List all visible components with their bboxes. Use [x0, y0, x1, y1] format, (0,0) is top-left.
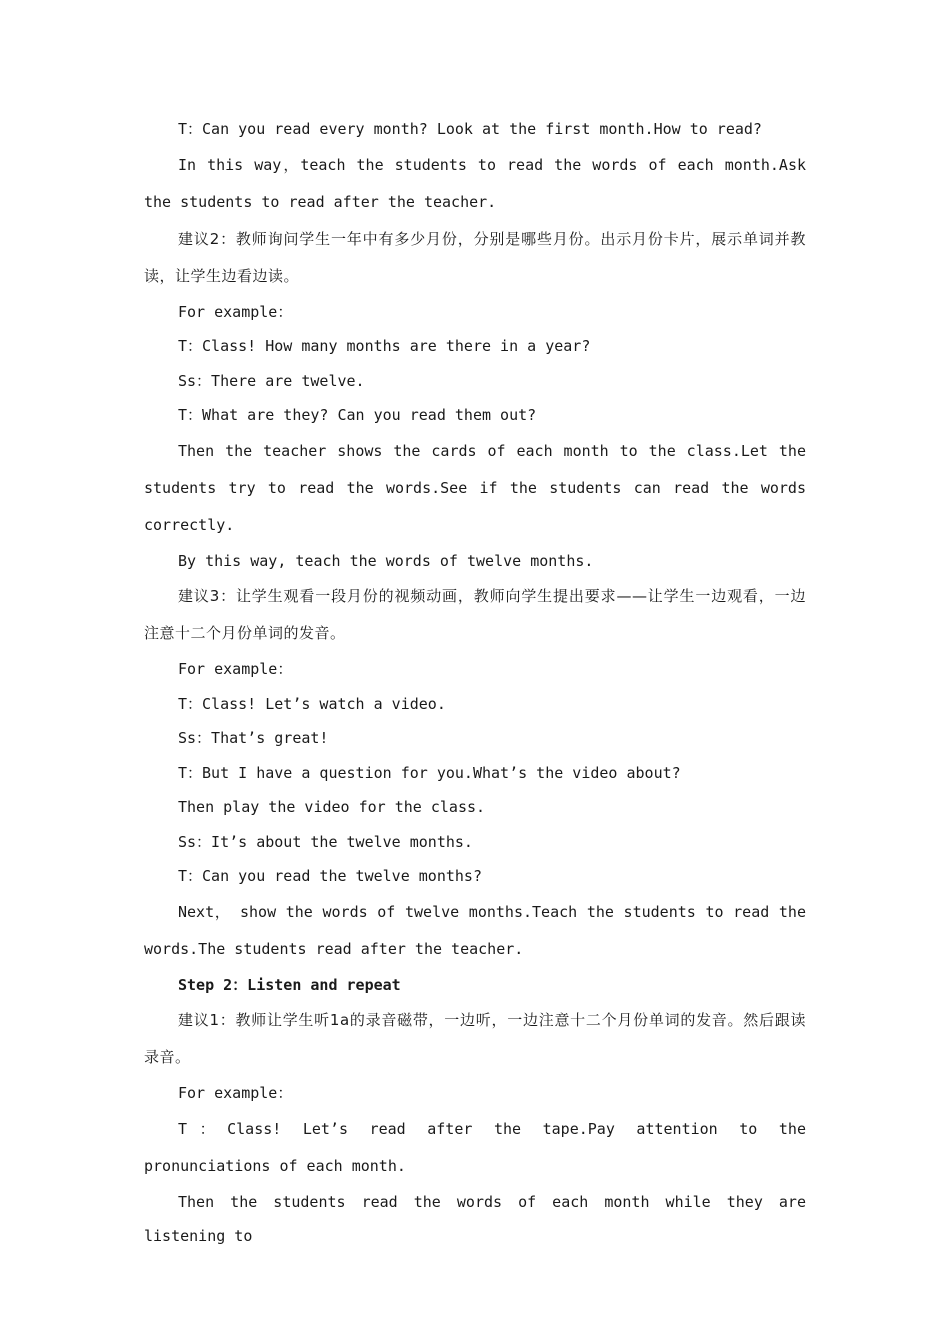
- paragraph: Then the students read the words of each month while they are listening to: [144, 1192, 806, 1245]
- paragraph: T：Class! Let’s read after the tape.Pay attention to the pronunciations of each month.: [144, 1119, 806, 1175]
- paragraph: T：But I have a question for you.What’s the video about?: [178, 763, 681, 782]
- paragraph: Ss：That’s great!: [178, 729, 329, 747]
- paragraph: 建议3：让学生观看一段月份的视频动画，教师向学生提出要求——让学生一边观看，一边注意十二个月份单词的发音。: [144, 587, 806, 642]
- paragraph: In this way，teach the students to read the words of each month.Ask the students to read after the teacher.: [144, 155, 806, 211]
- paragraph: By this way, teach the words of twelve months.: [178, 551, 594, 570]
- paragraph: For example：: [178, 1084, 293, 1102]
- paragraph: T：What are they? Can you read them out?: [178, 406, 537, 424]
- paragraph: 建议2：教师询问学生一年中有多少月份，分别是哪些月份。出示月份卡片，展示单词并教读，让学生边看边读。: [144, 229, 806, 285]
- paragraph: Ss：There are twelve.: [178, 371, 365, 390]
- paragraph: For example：: [178, 660, 293, 678]
- paragraph: T：Can you read every month? Look at the first month.How to read?: [178, 120, 762, 138]
- document-body: [144, 112, 806, 1254]
- paragraph: Then play the video for the class.: [178, 798, 486, 816]
- paragraph: For example：: [178, 302, 293, 321]
- paragraph: Ss：It’s about the twelve months.: [178, 832, 473, 851]
- paragraph: Then the teacher shows the cards of each month to the class.Let the students try to read the words.See if the students can read the words correctly.: [144, 441, 806, 534]
- paragraph: T：Class! Let’s watch a video.: [178, 694, 446, 713]
- section-heading: Step 2：Listen and repeat: [178, 975, 401, 994]
- paragraph: Next， show the words of twelve months.Teach the students to read the words.The students read after the teacher.: [144, 902, 806, 958]
- paragraph: T：Can you read the twelve months?: [178, 867, 482, 885]
- paragraph: 建议1：教师让学生听1a的录音磁带，一边听，一边注意十二个月份单词的发音。然后跟读录音。: [144, 1011, 806, 1066]
- paragraph: T：Class! How many months are there in a year?: [178, 337, 591, 355]
